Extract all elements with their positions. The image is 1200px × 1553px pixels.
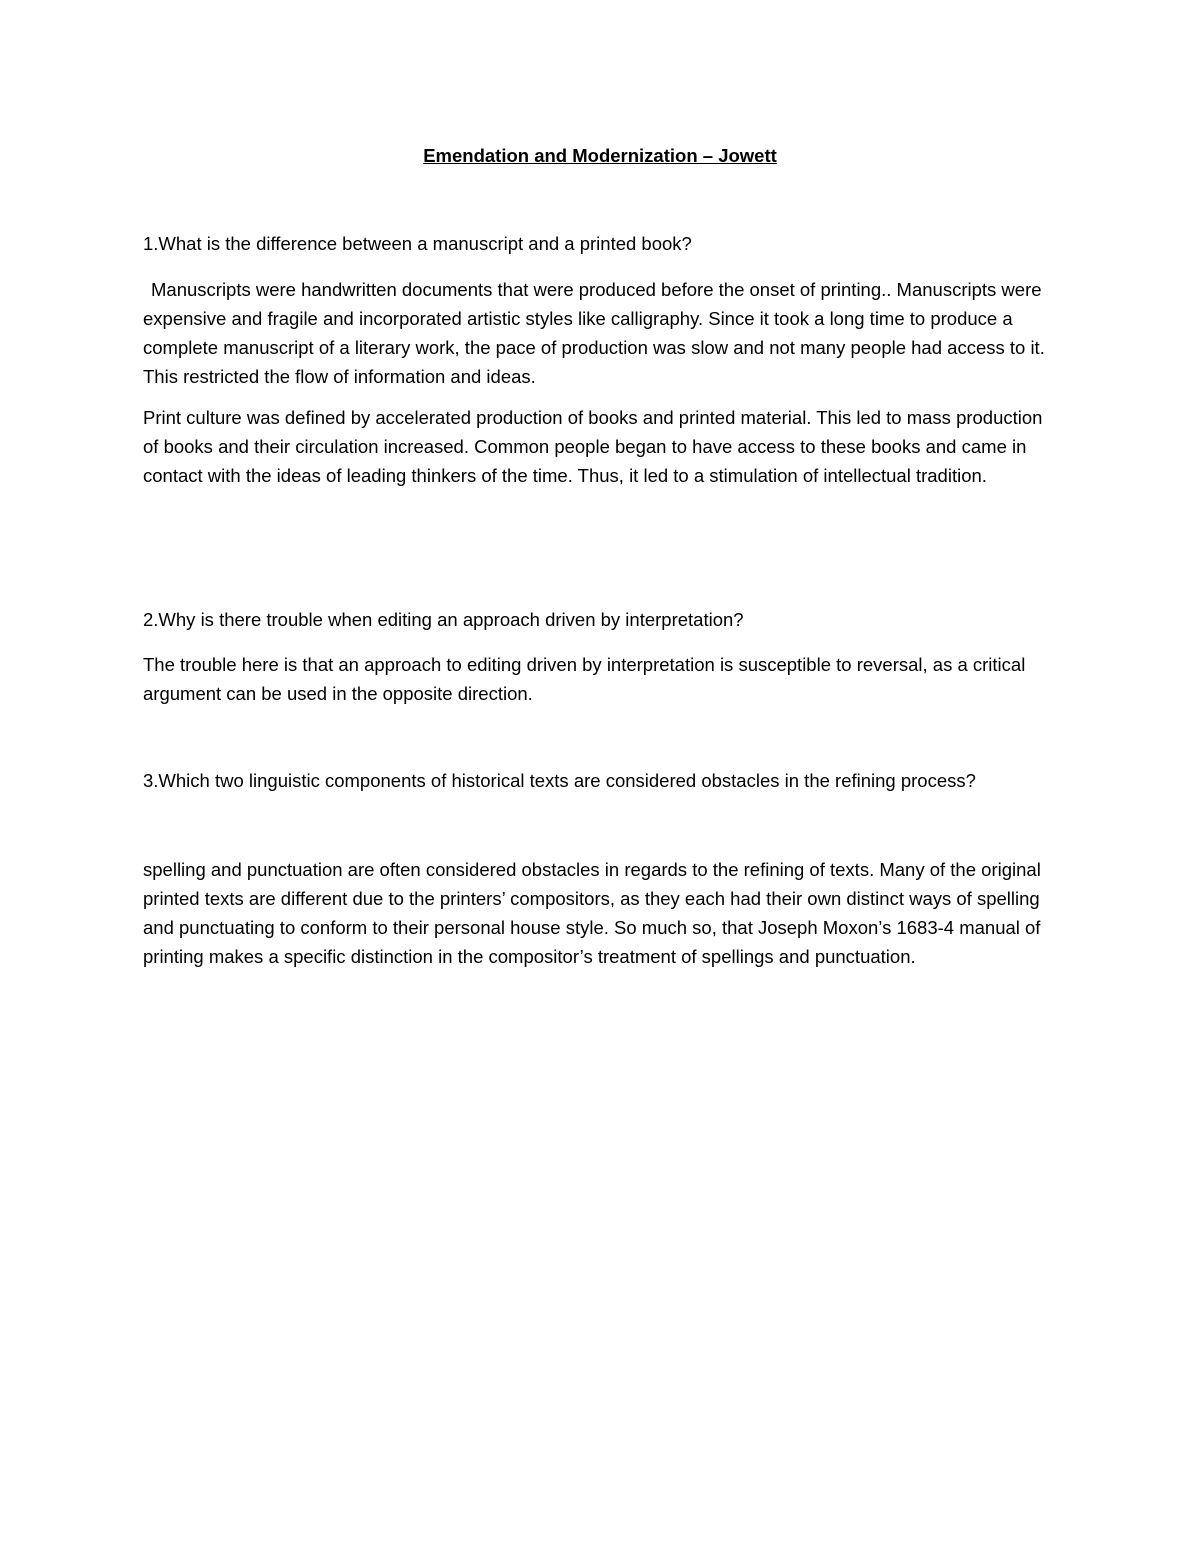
question-3: 3.Which two linguistic components of historical texts are considered obstacles in the refining process? bbox=[143, 770, 976, 791]
answer-2-paragraph-1: The trouble here is that an approach to editing driven by interpretation is susceptible to reversal, as a critical argument can be used in the opposite direction. bbox=[143, 654, 1026, 704]
answer-3-paragraph-1: spelling and punctuation are often considered obstacles in regards to the refining of texts. Many of the original printed texts are different due to the printers’ compositors, as they each had their own distinct ways of spelling and punctuating to conform to their personal house style. So much so, that Joseph Moxon’s 1683-4 manual of printing makes a specific distinction in the compositor’s treatment of spellings and punctuation. bbox=[143, 859, 1041, 967]
answer-1-paragraph-2: Print culture was defined by accelerated production of books and printed material. This led to mass production of books and their circulation increased. Common people began to have access to these books and came in contact with the ideas of leading thinkers of the time. Thus, it led to a stimulation of intellectual tradition. bbox=[143, 407, 1043, 486]
question-1: 1.What is the difference between a manuscript and a printed book? bbox=[143, 233, 692, 254]
document-title: Emendation and Modernization – Jowett bbox=[423, 145, 777, 166]
question-2: 2.Why is there trouble when editing an approach driven by interpretation? bbox=[143, 609, 744, 630]
answer-1-paragraph-1: Manuscripts were handwritten documents that were produced before the onset of printing.. Manuscripts were expensive and fragile and incorporated artistic styles like calligraphy. Since it took a long time to produce a complete manuscript of a literary work, the pace of production was slow and not many people had access to it. This restricted the flow of information and ideas. bbox=[143, 279, 1045, 387]
